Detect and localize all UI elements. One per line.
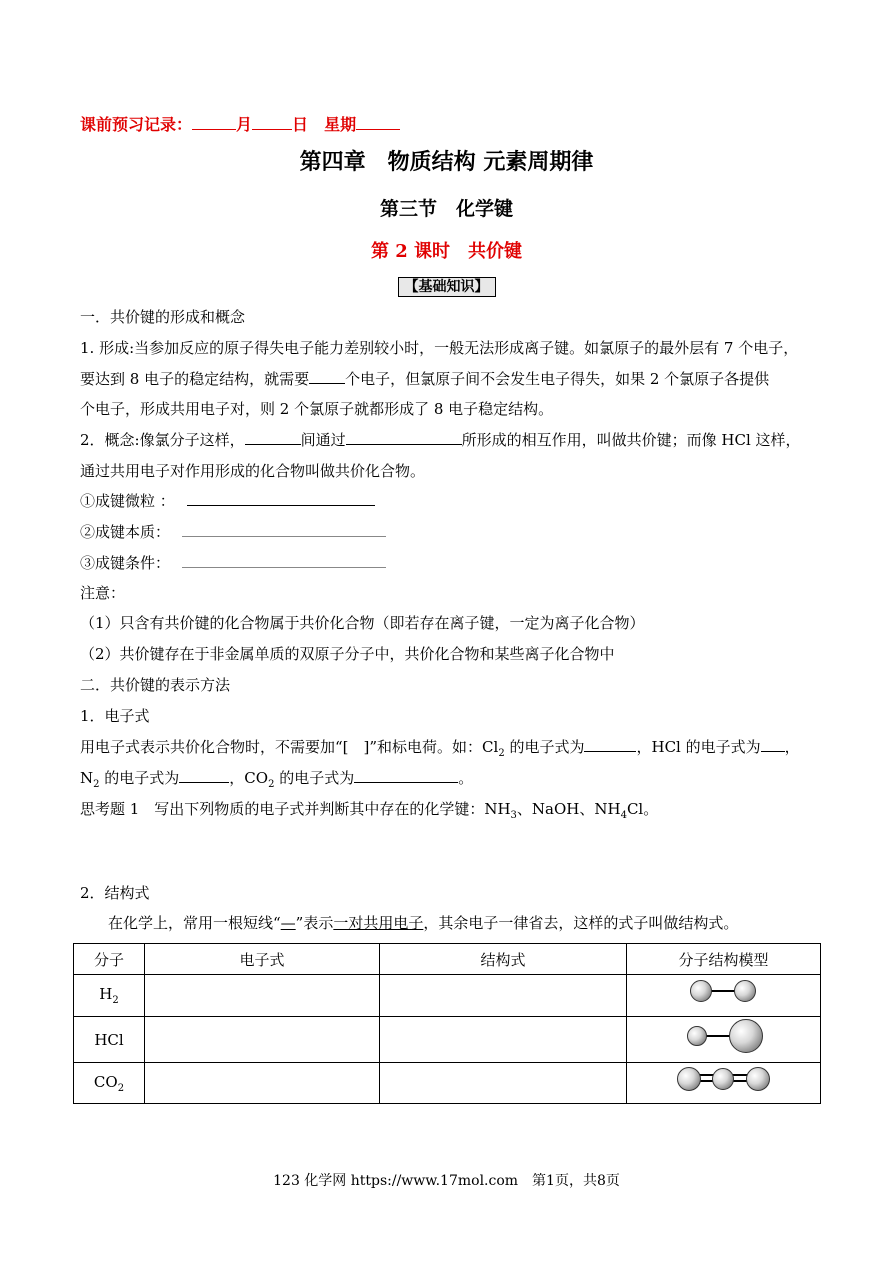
note-label: 注意： [80, 584, 126, 602]
e1-line [80, 737, 800, 764]
basic-knowledge-badge: 【基础知识】 [398, 277, 496, 297]
blank-n2[interactable] [179, 768, 229, 783]
p1-line-c: 个电子，形成共用电子对，则 2 个氯原子就都形成了 8 电子稳定结构。 [80, 400, 554, 418]
preview-label: 课前预习记录： [80, 115, 193, 134]
sub-electron-formula: 1．电子式 [80, 707, 150, 725]
cell-model-hcl [627, 1017, 821, 1063]
think-b: 、NaOH、NH [516, 800, 621, 818]
s2-underlined: 一对共用电子 [333, 914, 424, 932]
p1-b-pre: 要达到 8 电子的稳定结构，就需要 [80, 370, 310, 388]
s2-c: ，其余电子一律省去，这样的式子叫做结构式。 [423, 914, 739, 932]
h-atom-ball [687, 1026, 707, 1046]
table-row [74, 1063, 821, 1104]
e2-b: 的电子式为 [99, 769, 180, 787]
molecule-hcl [74, 1017, 145, 1063]
think-a: 思考题 1 写出下列物质的电子式并判断其中存在的化学键：NH [80, 800, 511, 818]
blank-particles[interactable] [245, 430, 301, 445]
molecule-h2 [74, 975, 145, 1017]
mol-h-sub: 2 [112, 995, 119, 1006]
section-title: 第三节 化学键 [379, 198, 513, 220]
item-essence [80, 522, 386, 542]
e1-a: 用电子式表示共价化合物时，不需要加“[ ]”和标电荷。如：Cl [80, 738, 499, 756]
o-atom-ball [677, 1067, 701, 1091]
p2-line-a [80, 430, 801, 450]
structural-formula-desc [108, 913, 738, 933]
p1-line-b [80, 369, 769, 389]
e2-a: N [80, 769, 94, 787]
cell-structure-co2[interactable] [380, 1063, 627, 1104]
month-label: 月 [236, 115, 253, 134]
preview-record [80, 115, 400, 135]
item-particles [80, 491, 375, 511]
note-2: （2）共价键存在于非金属单质的双原子分子中，共价化合物和某些离子化合物中 [80, 645, 615, 663]
note-1: （1）只含有共价键的化合物属于共价化合物（即若存在离子键，一定为离子化合物） [80, 614, 645, 632]
item1-label: ①成键微粒 ： [80, 492, 175, 510]
table-row [74, 1017, 821, 1063]
mol-hcl: HCl [94, 1030, 124, 1049]
h-atom-ball [734, 980, 756, 1002]
h-atom-ball [690, 980, 712, 1002]
part2-heading: 二．共价键的表示方法 [80, 676, 231, 694]
page-footer: 123 化学网 https://www.17mol.com 第1页，共8页 [273, 1173, 620, 1189]
e2-sub: 2 [93, 779, 100, 790]
o-atom-ball [746, 1067, 770, 1091]
part1-heading: 一．共价键的形成和概念 [80, 308, 246, 326]
p2-a-pre: 2．概念:像氯分子这样， [80, 431, 245, 449]
header-electron-formula: 电子式 [145, 944, 380, 975]
header-model: 分子结构模型 [627, 944, 821, 975]
p2-a-mid: 间通过 [300, 431, 346, 449]
e2-d: 的电子式为 [274, 769, 355, 787]
cl-atom-ball [729, 1019, 763, 1053]
blank-via[interactable] [346, 430, 462, 445]
e1-b: 的电子式为 [504, 738, 585, 756]
think-c: Cl。 [626, 800, 659, 818]
think-s1: 3 [510, 810, 517, 821]
p1-line-a: 1. 形成:当参加反应的原子得失电子能力差别较小时，一般无法形成离子键。如氯原子的最外层有 7 个电子， [80, 339, 799, 357]
p2-line-b: 通过共用电子对作用形成的化合物叫做共价化合物。 [80, 462, 426, 480]
think-s2: 4 [620, 810, 627, 821]
item2-label: ②成键本质： [80, 523, 171, 541]
cell-electron-co2[interactable] [145, 1063, 380, 1104]
blank-item1[interactable] [187, 491, 375, 506]
sub-structural-formula: 2．结构式 [80, 884, 150, 902]
s2-dash: — [280, 914, 296, 932]
e1-c: ，HCl 的电子式为 [636, 738, 761, 756]
p2-a-post: 所形成的相互作用，叫做共价键；而像 HCl 这样， [461, 431, 801, 449]
cell-structure-hcl[interactable] [380, 1017, 627, 1063]
think-question-1 [80, 799, 658, 826]
p1-b-post: 个电子，但氯原子间不会发生电子得失，如果 2 个氯原子各提供 [345, 370, 770, 388]
chapter-title: 第四章 物质结构 元素周期律 [299, 149, 594, 175]
header-structural-formula: 结构式 [380, 944, 627, 975]
blank-item2[interactable] [182, 522, 386, 537]
cell-electron-h2[interactable] [145, 975, 380, 1017]
blank-electrons-needed[interactable] [309, 369, 345, 384]
cell-structure-h2[interactable] [380, 975, 627, 1017]
item3-label: ③成键条件： [80, 554, 171, 572]
lesson-title: 第 2 课时 共价键 [370, 241, 523, 262]
e1-d: ， [784, 738, 800, 756]
e2-e: 。 [458, 769, 474, 787]
molecule-co2 [74, 1063, 145, 1104]
blank-co2[interactable] [354, 768, 458, 783]
s2-b: ”表示 [295, 914, 334, 932]
table-header-row [74, 944, 821, 975]
header-molecule: 分子 [74, 944, 145, 975]
cell-model-h2 [627, 975, 821, 1017]
blank-hcl[interactable] [761, 737, 785, 752]
c-atom-ball [712, 1068, 734, 1090]
weekday-label: 星期 [324, 115, 357, 134]
item-condition [80, 553, 386, 573]
e2-sub2: 2 [268, 779, 275, 790]
mol-co: CO [93, 1072, 118, 1091]
s2-a: 在化学上，常用一根短线“ [108, 914, 281, 932]
e2-c: ，CO [229, 769, 269, 787]
blank-item3[interactable] [182, 553, 386, 568]
badge-wrap [0, 276, 893, 296]
cell-electron-hcl[interactable] [145, 1017, 380, 1063]
e1-sub: 2 [498, 748, 505, 759]
day-label: 日 [292, 115, 309, 134]
mol-h: H [99, 985, 113, 1003]
e2-line [80, 768, 473, 795]
mol-co-sub: 2 [117, 1082, 125, 1094]
blank-cl2[interactable] [584, 737, 636, 752]
